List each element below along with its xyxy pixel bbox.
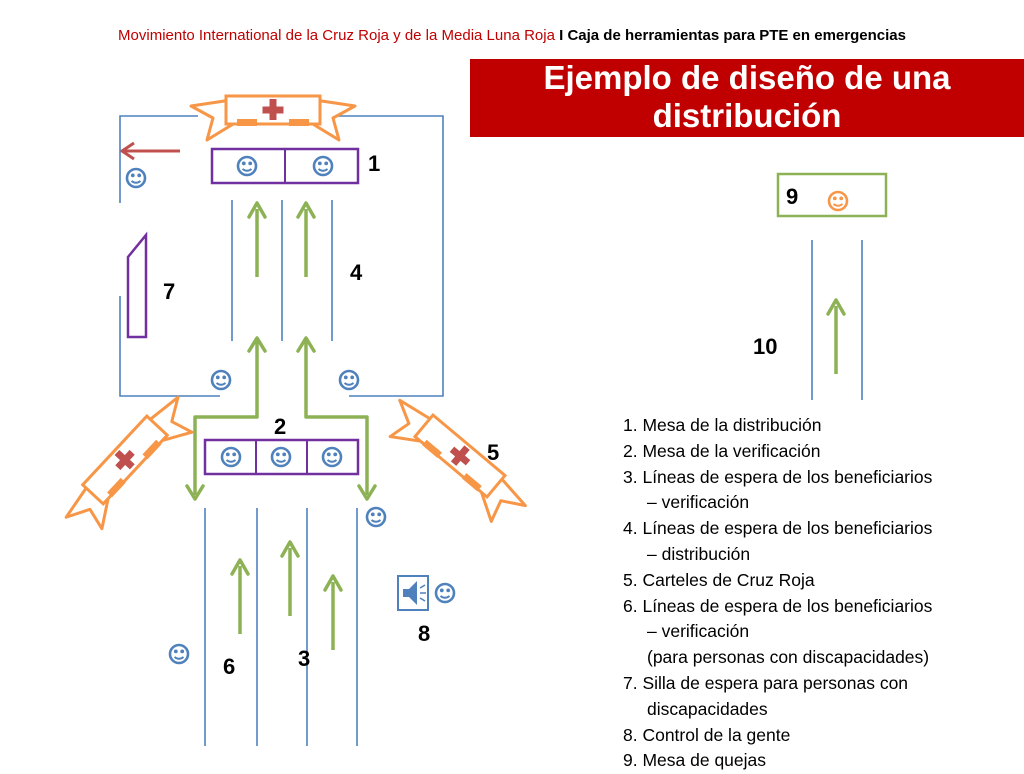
label-4: 4 — [350, 260, 363, 285]
legend-item: 3. Líneas de espera de los beneficiarios — [623, 466, 933, 487]
label-5: 5 — [487, 440, 500, 465]
red-cross-banner-left — [59, 390, 203, 540]
waiting-chair — [128, 235, 146, 337]
legend-item: 4. Líneas de espera de los beneficiarios — [623, 518, 933, 539]
queue-lanes-distribution — [232, 200, 332, 341]
label-2: 2 — [274, 414, 287, 439]
legend-item-continued: (para personas con discapacidades) — [647, 647, 930, 668]
arrow-up-complaints — [828, 300, 844, 374]
red-cross-banner-top — [191, 96, 355, 140]
label-7: 7 — [163, 279, 176, 304]
smiley-icon — [340, 371, 358, 389]
legend-item: 6. Líneas de espera de los beneficiarios — [623, 595, 933, 616]
distribution-table — [212, 149, 358, 183]
exit-arrow-icon — [122, 143, 180, 159]
smiley-icon — [212, 371, 230, 389]
header-separator: I — [554, 27, 568, 44]
legend-item: 1. Mesa de la distribución — [623, 415, 822, 435]
label-9: 9 — [786, 184, 799, 209]
legend-item-continued: – verificación — [647, 492, 750, 513]
smiley-icon — [436, 584, 454, 602]
legend-item-continued: – distribución — [647, 543, 751, 564]
label-8: 8 — [418, 621, 431, 646]
smiley-icon — [127, 169, 145, 187]
smiley-icon — [170, 645, 188, 663]
verification-table — [205, 440, 358, 474]
header-org: Movimiento International de la Cruz Roja y de la Media Luna Roja — [118, 27, 555, 44]
legend-item-continued: discapacidades — [647, 698, 768, 719]
legend-item: 8. Control de la gente — [623, 724, 791, 745]
header-toolkit: Caja de herramientas para PTE en emergencias — [567, 27, 906, 44]
legend-item: 2. Mesa de la verificación — [623, 440, 821, 461]
label-3: 3 — [298, 646, 311, 671]
arrow-up-lane-3-left — [232, 560, 248, 634]
arrow-up-lane-2 — [298, 203, 314, 277]
title-line-1: Ejemplo de diseño de una — [543, 59, 951, 96]
smiley-icon — [367, 508, 385, 526]
legend-item: 9. Mesa de quejas — [623, 750, 767, 771]
label-10: 10 — [753, 334, 778, 359]
legend-item: 7. Silla de espera para personas con — [623, 672, 909, 693]
arrow-up-lane-3-mid — [282, 542, 298, 616]
legend-item: 5. Carteles de Cruz Roja — [623, 569, 815, 590]
legend-item-continued: – verificación — [647, 621, 750, 642]
label-6: 6 — [223, 654, 236, 679]
legend — [623, 413, 1023, 774]
red-cross-banner-right — [378, 393, 532, 532]
speaker-icon — [398, 576, 428, 610]
arrow-up-lane-1 — [249, 203, 265, 277]
arrow-up-lane-3-right — [325, 576, 341, 650]
label-1: 1 — [368, 151, 381, 176]
title-line-2: distribución — [652, 97, 842, 134]
